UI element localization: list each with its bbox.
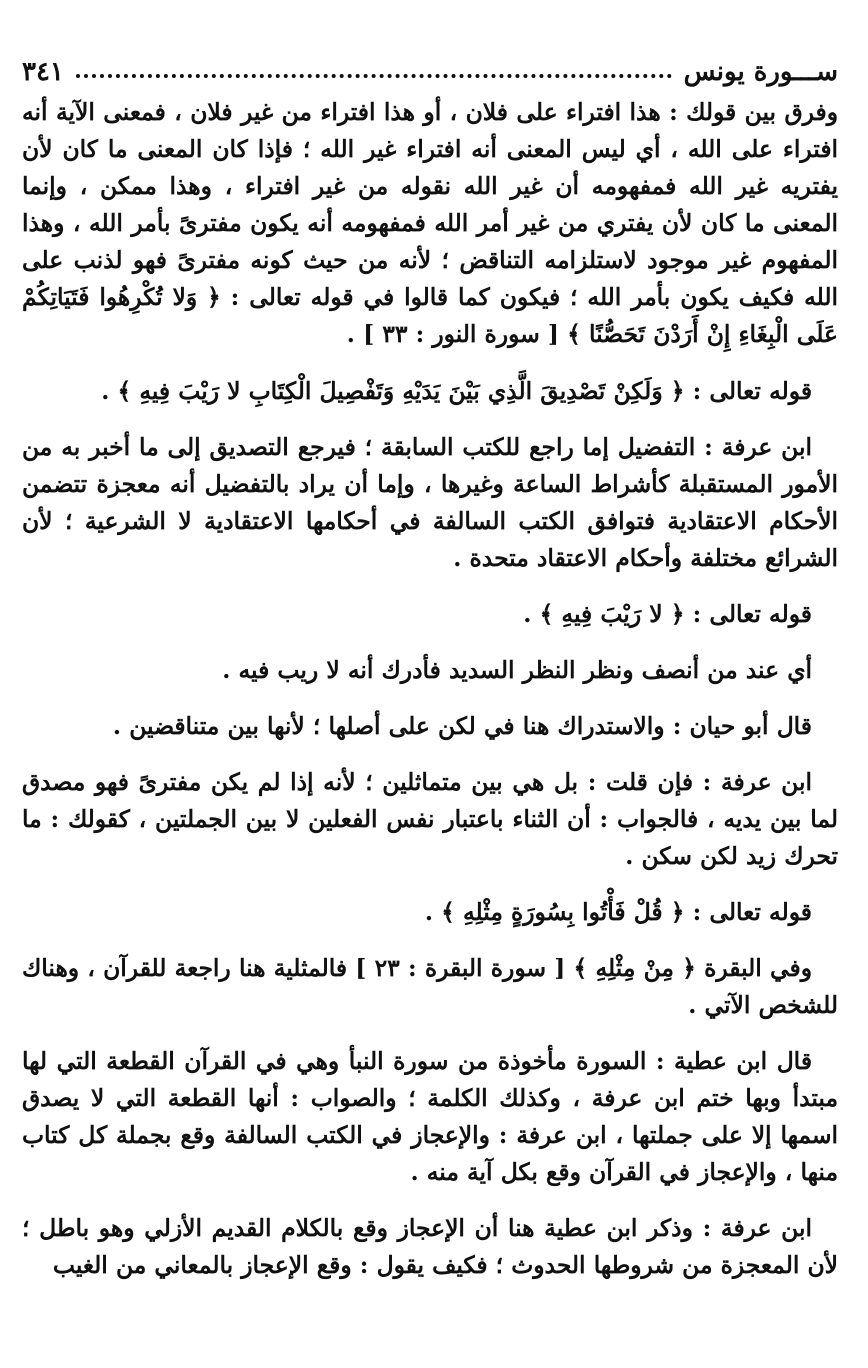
paragraph-3: ابن عرفة : التفضيل إما راجع للكتب السابقة ؛ فيرجع التصديق إلى ما أخبر به من الأمور المستقبلة كأشراط الساعة وغيرها ، وإما أن يراد بالتفضيل أنه معجزة تتضمن الأحكام الاعتقادية فتوافق الكتب السالفة في أحكامها الاعتقادية لا الشرعية ؛ لأن الشرائع مختلفة وأحكام الاعتقاد متحدة . (22, 433, 838, 572)
paragraph-10: قال ابن عطية : السورة مأخوذة من سورة النبأ وهي في القرآن القطعة التي لها مبتدأ وبها ختم ابن عرفة ، وكذلك الكلمة ؛ والصواب : أنها القطعة التي لا يصدق اسمها إلا على جملتها ، ابن عرفة : والإعجاز في الكتب السالفة وقع بجملة كل كتاب منها ، والإعجاز في القرآن وقع بكل آية منه . (22, 1047, 838, 1186)
running-header (22, 52, 838, 92)
page-body (22, 94, 838, 1284)
paragraph-7: ابن عرفة : فإن قلت : بل هي بين متماثلين ؛ لأنه إذا لم يكن مفترىً فهو مصدق لما بين يديه ، فالجواب : أن الثناء باعتبار نفس الفعلين لا بين الجملتين ، كقولك : ما تحرك زيد لكن سكن . (22, 768, 838, 870)
page-number: ٣٤١ (22, 57, 64, 87)
paragraph-8: قوله تعالى : ﴿ قُلْ فَأْتُوا بِسُورَةٍ مِثْلِهِ ﴾ . (424, 898, 812, 926)
dotted-leader (76, 74, 672, 78)
surah-title: ســـورة يونس (683, 57, 838, 87)
paragraph-1: وفرق بين قولك : هذا افتراء على فلان ، أو هذا افتراء من غير فلان ، فمعنى الآية أنه افتراء على الله ، أي ليس المعنى أنه افتراء غير الله ؛ فإذا كان المعنى ما كان لأن يفتريه غير الله فمفهومه أن غير الله نقوله من غير افتراء ، وهذا ممكن ، وإنما المعنى ما كان لأن يفتري من غير أمر الله فمفهومه أنه يكون مفترىً بأمر الله ، وهذا المفهوم غير موجود لاستلزامه التناقض ؛ لأنه من حيث كونه مفترىً فهو لذنب على الله فكيف يكون بأمر الله ؛ فيكون كما قالوا في قوله تعالى : ﴿ وَلا تُكْرِهُوا فَتَيَاتِكُمْ عَلَى الْبِغَاءِ إِنْ أَرَدْنَ تَحَصُّنًا ﴾ [ سورة النور : ٣٣ ] . (22, 98, 838, 348)
paragraph-11: ابن عرفة : وذكر ابن عطية هنا أن الإعجاز وقع بالكلام القديم الأزلي وهو باطل ؛ لأن المعجزة من شروطها الحدوث ؛ فكيف يقول : وقع الإعجاز بالمعاني من الغيب (22, 1214, 838, 1279)
paragraph-9: وفي البقرة ﴿ مِنْ مِثْلِهِ ﴾ [ سورة البقرة : ٢٣ ] فالمثلية هنا راجعة للقرآن ، وهناك للشخص الآتي . (22, 954, 838, 1019)
paragraph-2: قوله تعالى : ﴿ وَلَكِنْ تَصْدِيقَ الَّذِي بَيْنَ يَدَيْهِ وَتَفْصِيلَ الْكِتَابِ لا رَيْبَ فِيهِ ﴾ . (101, 377, 812, 405)
paragraph-5: أي عند من أنصف ونظر النظر السديد فأدرك أنه لا ريب فيه . (222, 656, 812, 684)
paragraph-4: قوله تعالى : ﴿ لا رَيْبَ فِيهِ ﴾ . (523, 600, 812, 628)
paragraph-6: قال أبو حيان : والاستدراك هنا في لكن على أصلها ؛ لأنها بين متناقضين . (112, 712, 812, 740)
